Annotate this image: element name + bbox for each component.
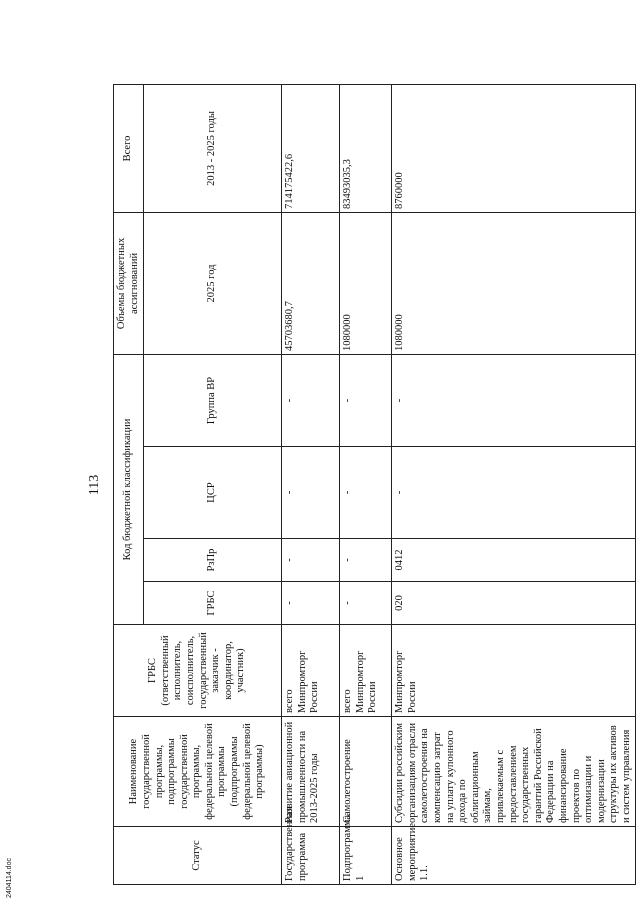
- header-program-name: Наименование государственной программы, подпрограммы государственной программы, федеральной целевой программы (подпрограммы федеральной целевой программы): [114, 717, 282, 827]
- row-value-2025: 45703680,7: [282, 212, 340, 354]
- row-rzpr: 0412: [392, 539, 636, 582]
- row-status: Подпрограмма 1: [340, 827, 392, 885]
- header-vr-group: Группа ВР: [144, 354, 282, 446]
- header-csr: ЦСР: [144, 447, 282, 539]
- header-total: Всего: [114, 84, 144, 212]
- header-rzpr: РзПр: [144, 539, 282, 582]
- header-grbs-code: ГРБС: [144, 582, 282, 625]
- row-csr: -: [282, 447, 340, 539]
- row-vr: -: [340, 354, 392, 446]
- header-year-2025: 2025 год: [144, 212, 282, 354]
- table-row: [282, 84, 340, 884]
- header-total-years: 2013 - 2025 годы: [144, 84, 282, 212]
- row-value-2025: 1080000: [340, 212, 392, 354]
- row-grbs: Минпромторг России: [392, 625, 636, 717]
- row-grbs: всего Минпромторг России: [282, 625, 340, 717]
- table-row: [340, 84, 392, 884]
- rotated-page-content: [87, 85, 632, 885]
- row-program-name: Развитие авиационной промышленности на 2013-2025 годы: [282, 717, 340, 827]
- row-value-2025: 1080000: [392, 212, 636, 354]
- file-stamp: 2404114.doc: [6, 858, 13, 898]
- row-rzpr: -: [340, 539, 392, 582]
- table-row: [392, 84, 636, 884]
- row-grbs-code: 020: [392, 582, 636, 625]
- row-grbs: всего Минпромторг России: [340, 625, 392, 717]
- row-value-total: 83493035,3: [340, 84, 392, 212]
- row-value-total: 8760000: [392, 84, 636, 212]
- row-grbs-code: -: [282, 582, 340, 625]
- row-csr: -: [340, 447, 392, 539]
- row-value-total: 714175422,6: [282, 84, 340, 212]
- row-vr: -: [282, 354, 340, 446]
- row-csr: -: [392, 447, 636, 539]
- budget-allocation-table: [113, 84, 636, 885]
- header-status: Статус: [114, 827, 282, 885]
- row-rzpr: -: [282, 539, 340, 582]
- header-budget-code: Код бюджетной классификации: [114, 354, 144, 624]
- header-budget-volume: Объемы бюджетных ассигнований: [114, 212, 144, 354]
- page-number: 113: [87, 474, 102, 496]
- row-status: Основное мероприятие 1.1.: [392, 827, 636, 885]
- header-grbs-executor: ГРБС (ответственный исполнитель, соисполнитель, государственный заказчик - координатор, участник): [114, 625, 282, 717]
- row-status: Государственная программа: [282, 827, 340, 885]
- row-program-name: Самолетостроение: [340, 717, 392, 827]
- row-grbs-code: -: [340, 582, 392, 625]
- row-vr: -: [392, 354, 636, 446]
- row-program-name: Субсидии российским организациям отрасли самолетостроения на компенсацию затрат на уплату купонного дохода по облигационным займам, привлекаемым с предоставлением государственных гарантий Российской Федерации на финансирование проектов по оптимизации и модернизации структуры их активов и систем управления: [392, 717, 636, 827]
